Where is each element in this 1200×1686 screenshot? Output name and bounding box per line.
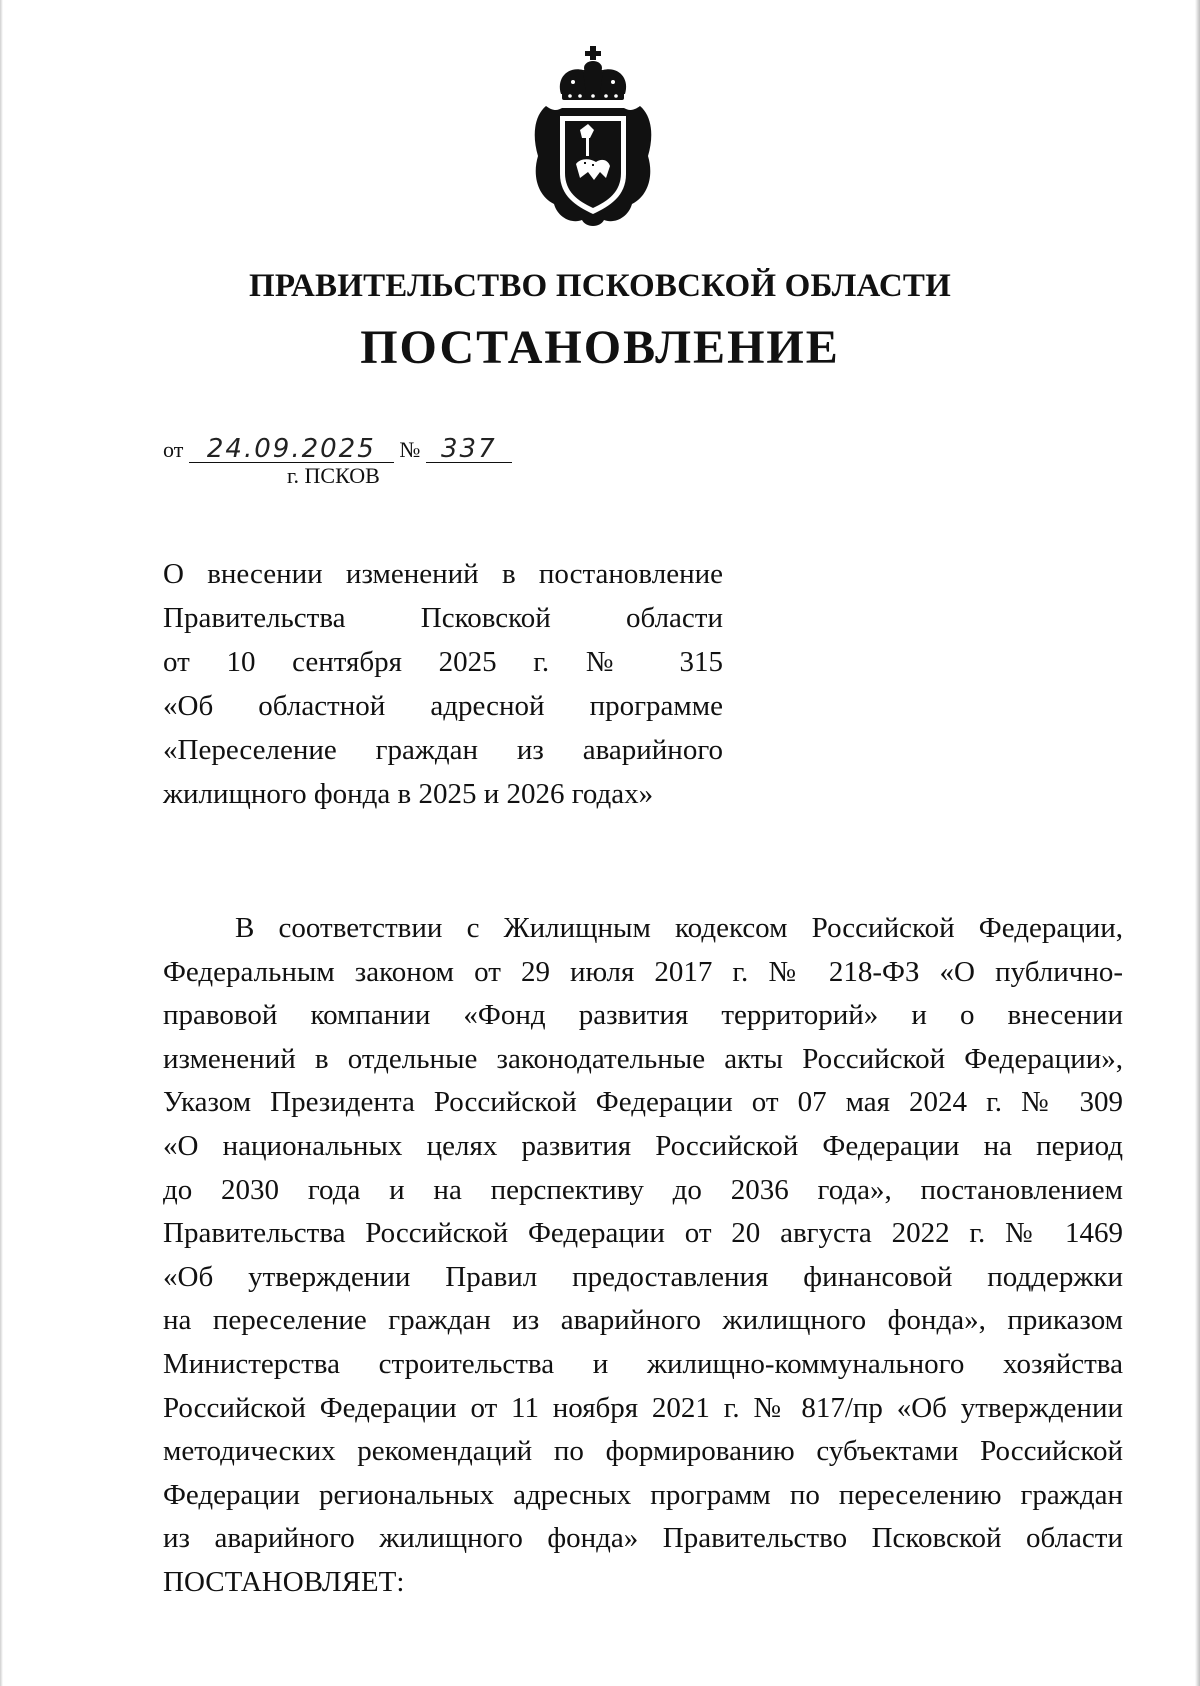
subject-block (163, 552, 723, 816)
scan-edge-right (1195, 0, 1200, 1686)
date-prefix: от (163, 437, 184, 462)
handwritten-date: 24.09.2025 (189, 436, 394, 463)
subject-line: О внесении изменений в постановление (163, 558, 723, 590)
body-line: Федерации региональных адресных программ по переселению граждан (163, 1478, 1123, 1511)
body-line: ПОСТАНОВЛЯЕТ: (163, 1565, 405, 1598)
body-line: В соответствии с Жилищным кодексом Российской Федерации, (235, 912, 1123, 944)
subject-line: жилищного фонда в 2025 и 2026 годах» (163, 778, 654, 810)
handwritten-number: 337 (426, 436, 512, 463)
subject-line: «Переселение граждан из аварийного (163, 734, 723, 766)
body-paragraph (163, 907, 1123, 1605)
city-label: г. ПСКОВ (287, 463, 380, 488)
subject-line: Правительства Псковской области (163, 602, 723, 634)
body-line: изменений в отдельные законодательные акты Российской Федерации», (163, 1042, 1123, 1075)
date-number-line (163, 436, 512, 463)
body-line: до 2030 года и на перспективу до 2036 года», постановлением (163, 1173, 1123, 1206)
body-line: «Об утверждении Правил предоставления финансовой поддержки (163, 1260, 1123, 1293)
body-line: Правительства Российской Федерации от 20 августа 2022 г. № 1469 (163, 1217, 1123, 1250)
organization-name: ПРАВИТЕЛЬСТВО ПСКОВСКОЙ ОБЛАСТИ (248, 268, 952, 304)
document-type-title: ПОСТАНОВЛЕНИЕ (360, 321, 840, 374)
body-line: методических рекомендаций по формированию субъектами Российской (163, 1435, 1123, 1468)
body-line: правовой компании «Фонд развития территорий» и о внесении (163, 999, 1123, 1032)
subject-line: «Об областной адресной программе (163, 690, 723, 722)
body-line: Указом Президента Российской Федерации от 07 мая 2024 г. № 309 (163, 1086, 1123, 1119)
coat-of-arms-icon (528, 46, 658, 236)
body-line: Федеральным законом от 29 июля 2017 г. № 218-ФЗ «О публично- (163, 955, 1123, 988)
number-prefix: № (399, 437, 421, 462)
scan-edge-left (0, 0, 3, 1686)
body-line: из аварийного жилищного фонда» Правительство Псковской области (163, 1522, 1123, 1555)
subject-line: от 10 сентября 2025 г. № 315 (163, 646, 723, 678)
body-line: на переселение граждан из аварийного жилищного фонда», приказом (163, 1304, 1123, 1337)
body-line: Российской Федерации от 11 ноября 2021 г. № 817/пр «Об утверждении (163, 1391, 1123, 1424)
body-line: Министерства строительства и жилищно-коммунального хозяйства (163, 1347, 1123, 1380)
body-line: «О национальных целях развития Российской Федерации на период (163, 1129, 1123, 1162)
